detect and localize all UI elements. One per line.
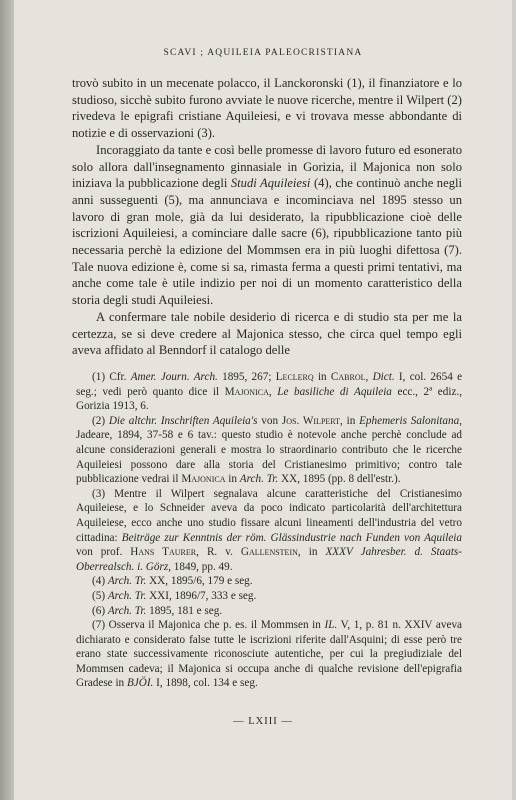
running-header: SCAVI ; AQUILEIA PALEOCRISTIANA (163, 48, 363, 58)
footnote-6: (6) Arch. Tr. 1895, 181 e seg. (92, 604, 223, 617)
footnote-2: (2) Die altchr. Inschriften Aquileia's von Jos. Wilpert, in Ephemeris Salonitana, Jadeare, 1894, 37-58 e 6 tav.: questo studio è notevole anche perchè conclude ad alcune considerazioni generali e mostra lo straordinario contributo che le ricerche Aquileiesi possono dare alla storia del Cristianesimo primitivo; contro tale pubblicazione vedrai il Majonica in Arch. Tr. XX, 1895 (pp. 8 dell'estr.). (76, 414, 462, 486)
main-text (72, 75, 462, 359)
footnote-4: (4) Arch. Tr. XX, 1895/6, 179 e seg. (92, 575, 253, 588)
book-page (14, 0, 512, 800)
paragraph-2: Incoraggiato da tante e così belle promesse di lavoro futuro ed esonerato solo allora dall'insegnamento ginnasiale in Gorizia, il Majonica non solo iniziava la pubblicazione degli Studi Aquileiesi (4), che continuò anche negli anni susseguenti (5), ma annunciava e incominciava nel 1895 stesso un lavoro di gran mole, già da lui desiderato, la ripubblicazione cioè delle iscrizioni Aquileiesi, a cominciare dalle sacre (6), ripubblicazione tanto più necessaria perchè la edizione del Mommsen era in più luoghi difettosa (7). Tale nuova edizione è, come si sa, rimasta ferma a questi primi tentativi, ma anche come tale è utile indizio per noi di un momento caratteristico della storia degli studi Aquileiesi. (72, 142, 462, 308)
footnote-5: (5) Arch. Tr. XXI, 1896/7, 333 e seg. (92, 589, 257, 602)
book-title: Studi Aquileiesi (230, 176, 311, 191)
book-gutter (0, 0, 14, 800)
page-number: — LXIII — (233, 716, 293, 727)
paragraph-1: trovò subito in un mecenate polacco, il Lanckoronski (1), il finanziatore e lo studioso, sicchè subito furono avviate le nuove ricerche, mentre il Wilpert (2) rivedeva le epigrafi cristiane Aquileiesi, e vi trovava messe abbondante di notizie e di osservazioni (3). (72, 76, 462, 141)
footnote-1: (1) Cfr. Amer. Journ. Arch. 1895, 267; Leclerq in Cabrol, Dict. I, col. 2654 e seg.; vedi però quanto dice il Majonica, Le basiliche di Aquileia ecc., 2ª ediz., Gorizia 1913, 6. (76, 371, 463, 413)
paragraph-3: A confermare tale nobile desiderio di ricerca e di studio sta per me la certezza, se si deve credere al Majonica stesso, che circa quel tempo egli aveva affidato al Benndorf il catalogo delle (72, 309, 462, 358)
footnote-3: (3) Mentre il Wilpert segnalava alcune caratteristiche del Cristianesimo Aquileiese, e lo Schneider aveva da poco indicato particolarità dell'architettura Aquileiese, ecco anche uno studio fissare alcuni lineamenti dell'industria del vetro cittadina: Beiträge zur Kenntnis der röm. Glässindustrie nach Funden von Aquileia von prof. Hans Taurer, R. v. Gallenstein, in XXXV Jahresber. d. Staats-Oberrealsch. i. Görz, 1849, pp. 49. (76, 487, 463, 573)
footnote-7: (7) Osserva il Majonica che p. es. il Mommsen in IL. V, 1, p. 81 n. XXIV aveva dichiarato e considerato false tutte le iscrizioni riferite dall'Asquini; di esse però tre erano state successivamente riconosciute autentiche, per cui la pregiudiziale del Mommsen cadeva; il Majonica si occupa anche di qualche revisione dell'epigrafia Gradese in BJÖI. I, 1898, col. 134 e seg. (76, 619, 463, 690)
footnotes (76, 370, 462, 691)
